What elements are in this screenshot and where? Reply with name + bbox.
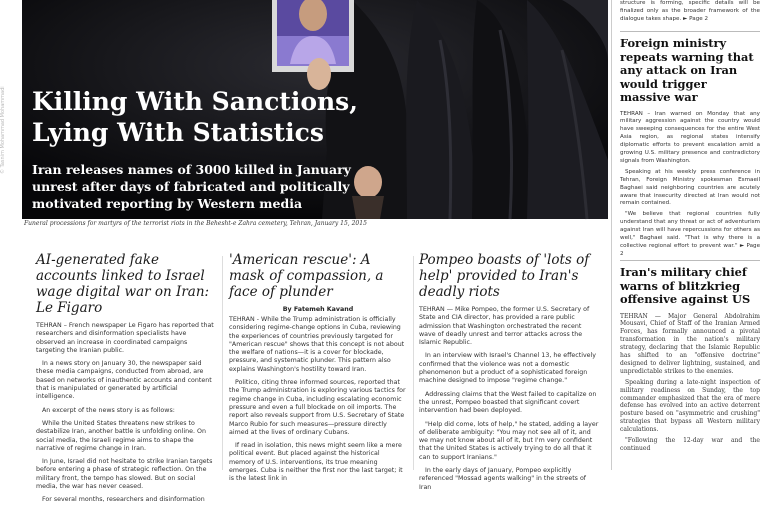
sidebar-paragraph: TEHRAN – Iran warned on Monday that any military aggression against the country would have sweeping consequences for the entire West Asia region, as regional states intensify diplomatic efforts to prevent escalation amid a growing U.S. military presence and contradictory signals from Washington. bbox=[620, 110, 760, 164]
sidebar-story-foreign-ministry bbox=[620, 37, 760, 262]
photo-credit: © Tasnim Mohammad Mohammadi bbox=[0, 86, 6, 174]
article-byline: By Fatemeh Kavand bbox=[282, 306, 354, 313]
sidebar-story-military-chief bbox=[620, 266, 760, 456]
article-paragraph: In June, Israel did not hesitate to strike Iranian targets before entering a phase of strategic reflection. On the military front, the tempo has slowed. But on social media, the war has never ceased. bbox=[36, 458, 213, 491]
article-paragraph: TEHRAN - While the Trump administration is officially considering regime-change options in Cuba, reviewing the experiences of countries previously targeted for "American rescue" shows that this concept is not about the welfare of nations—it is a cover for blockade, pressure, and systematic plunder. This pattern also explains Washington's hostility toward Iran. bbox=[229, 316, 405, 373]
sidebar-headline: Foreign ministry repeats warning that any attack on Iran would trigger massive war bbox=[620, 36, 754, 104]
lead-headline bbox=[32, 86, 358, 148]
article-paragraph: In the early days of January, Pompeo explicitly referenced "Mossad agents walking" in the streets of Iran bbox=[419, 467, 587, 491]
article-american-rescue bbox=[229, 252, 407, 489]
page-ref[interactable]: Page 2 bbox=[620, 243, 761, 257]
column-divider bbox=[222, 256, 223, 470]
sidebar-paragraph: Speaking at his weekly press conference in Tehran, Foreign Ministry spokesman Esmaeil Baghaei said neighboring countries are acutely aware that insecurity directed at Iran would not remain contained. bbox=[620, 168, 760, 207]
hero-photo bbox=[0, 0, 608, 219]
article-paragraph: While the United States threatens new strikes to destabilize Iran, another battle is unfolding online. On social media, the Israeli regime aims to shape the narrative of regime change in Iran. bbox=[36, 419, 206, 452]
lead-headline-line2: Lying With Statistics bbox=[32, 118, 324, 147]
sidebar-paragraph: Speaking during a late-night inspection of military readiness on Sunday, the top commander emphasized that the era of mere defense has evolved into an active deterrent posture based on "asymmetric and crushing" strategies that bypass all Western military calculations. bbox=[620, 378, 760, 434]
article-paragraph: For several months, researchers and disinformation bbox=[42, 496, 205, 504]
lead-deck: Iran releases names of 3000 killed in January unrest after days of fabricated and politically motivated reporting by Western media bbox=[32, 162, 351, 211]
article-headline: AI-generated fake accounts linked to Israel wage digital war on Iran: Le Figaro bbox=[36, 252, 210, 316]
article-paragraph: Addressing claims that the West failed to capitalize on the unrest, Pompeo boasted that significant covert intervention had been deployed. bbox=[419, 390, 597, 415]
article-paragraph: TEHRAN – French newspaper Le Figaro has reported that researchers and disinformation specialists have observed an increase in coordinated campaigns targeting the Iranian public. bbox=[36, 322, 214, 354]
article-paragraph: If read in isolation, this news might seem like a mere political event. But placed against the historical memory of U.S. interventions, its true meaning emerges. Cuba is neither the first nor the last target; it is the latest link in bbox=[229, 442, 403, 483]
sidebar-top-snippet bbox=[620, 0, 760, 27]
sidebar-paragraph: "Following the 12-day war and the continued bbox=[620, 437, 760, 452]
article-paragraph: In an interview with Israel's Channel 13, he effectively confirmed that the violence was not a domestic phenomenon but a product of a sophisticated foreign machine designed to impose "regime change." bbox=[419, 352, 597, 385]
article-paragraph: Politico, citing three informed sources, reported that the Trump administration is exploring various tactics for regime change in Cuba, including escalating economic pressure and even a full blockade on oil imports. The report also reveals support from U.S. Secretary of State Marco Rubio for such measures—pressure directly aimed at the lives of ordinary Cubans. bbox=[229, 379, 406, 436]
sidebar-rule bbox=[620, 260, 760, 261]
sidebar-paragraph: "We believe that regional countries fully understand that any threat or act of adventurism against Iran will have repercussions for others as well," Baghaei said. "That is why there is a collective regional effort to prevent war." ► Page 2 bbox=[620, 211, 761, 257]
article-headline: 'American rescue': A mask of compassion, a face of plunder bbox=[229, 252, 384, 300]
article-headline: Pompeo boasts of 'lots of help' provided to Iran's deadly riots bbox=[419, 252, 590, 300]
column-divider bbox=[413, 256, 414, 470]
snippet-text: structure is forming, specific details will be finalized only as the broader framework of the dialogue takes shape. ► Page 2 bbox=[620, 0, 760, 22]
sidebar-rule bbox=[620, 31, 760, 32]
article-figaro bbox=[36, 252, 216, 510]
article-paragraph: In a news story on January 30, the newspaper said these media campaigns, conducted from abroad, are based on networks of inauthentic accounts and content that is manipulated or generated by artificial intelligence. bbox=[36, 360, 212, 401]
article-pompeo bbox=[419, 252, 599, 497]
article-paragraph: TEHRAN — Mike Pompeo, the former U.S. Secretary of State and CIA director, has provided a rare public admission that Washington orchestrated the recent wave of deadly unrest and terror attacks across the Islamic Republic. bbox=[419, 306, 590, 347]
article-paragraph: An excerpt of the news story is as follows: bbox=[42, 406, 175, 414]
photo-caption: Funeral processions for martyrs of the terrorist riots in the Behesht-e Zahra cemetery, Tehran, January 15, 2015 bbox=[24, 220, 367, 227]
lead-headline-line1: Killing With Sanctions, bbox=[32, 87, 358, 116]
page-ref[interactable]: Page 2 bbox=[689, 15, 709, 22]
article-paragraph: "Help did come, lots of help," he stated, adding a layer of deliberate ambiguity: "You may not see all of it, and we may not know about all of it, but I'm very confident that the United States is actively trying to do all that it can to support Iranians." bbox=[419, 420, 599, 461]
sidebar-headline: Iran's military chief warns of blitzkrieg offensive against US bbox=[620, 265, 751, 306]
sidebar-paragraph: TEHRAN — Major General Abdolrahim Mousavi, Chief of Staff of the Iranian Armed Forces, has formally announced a pivotal transformation in the nation's military strategy, declaring that the Islamic Republic has shifted to an "offensive doctrine" designed to deliver lightning, sustained, and unpredictable strikes to the enemies. bbox=[620, 312, 760, 375]
sidebar-divider bbox=[611, 0, 612, 470]
